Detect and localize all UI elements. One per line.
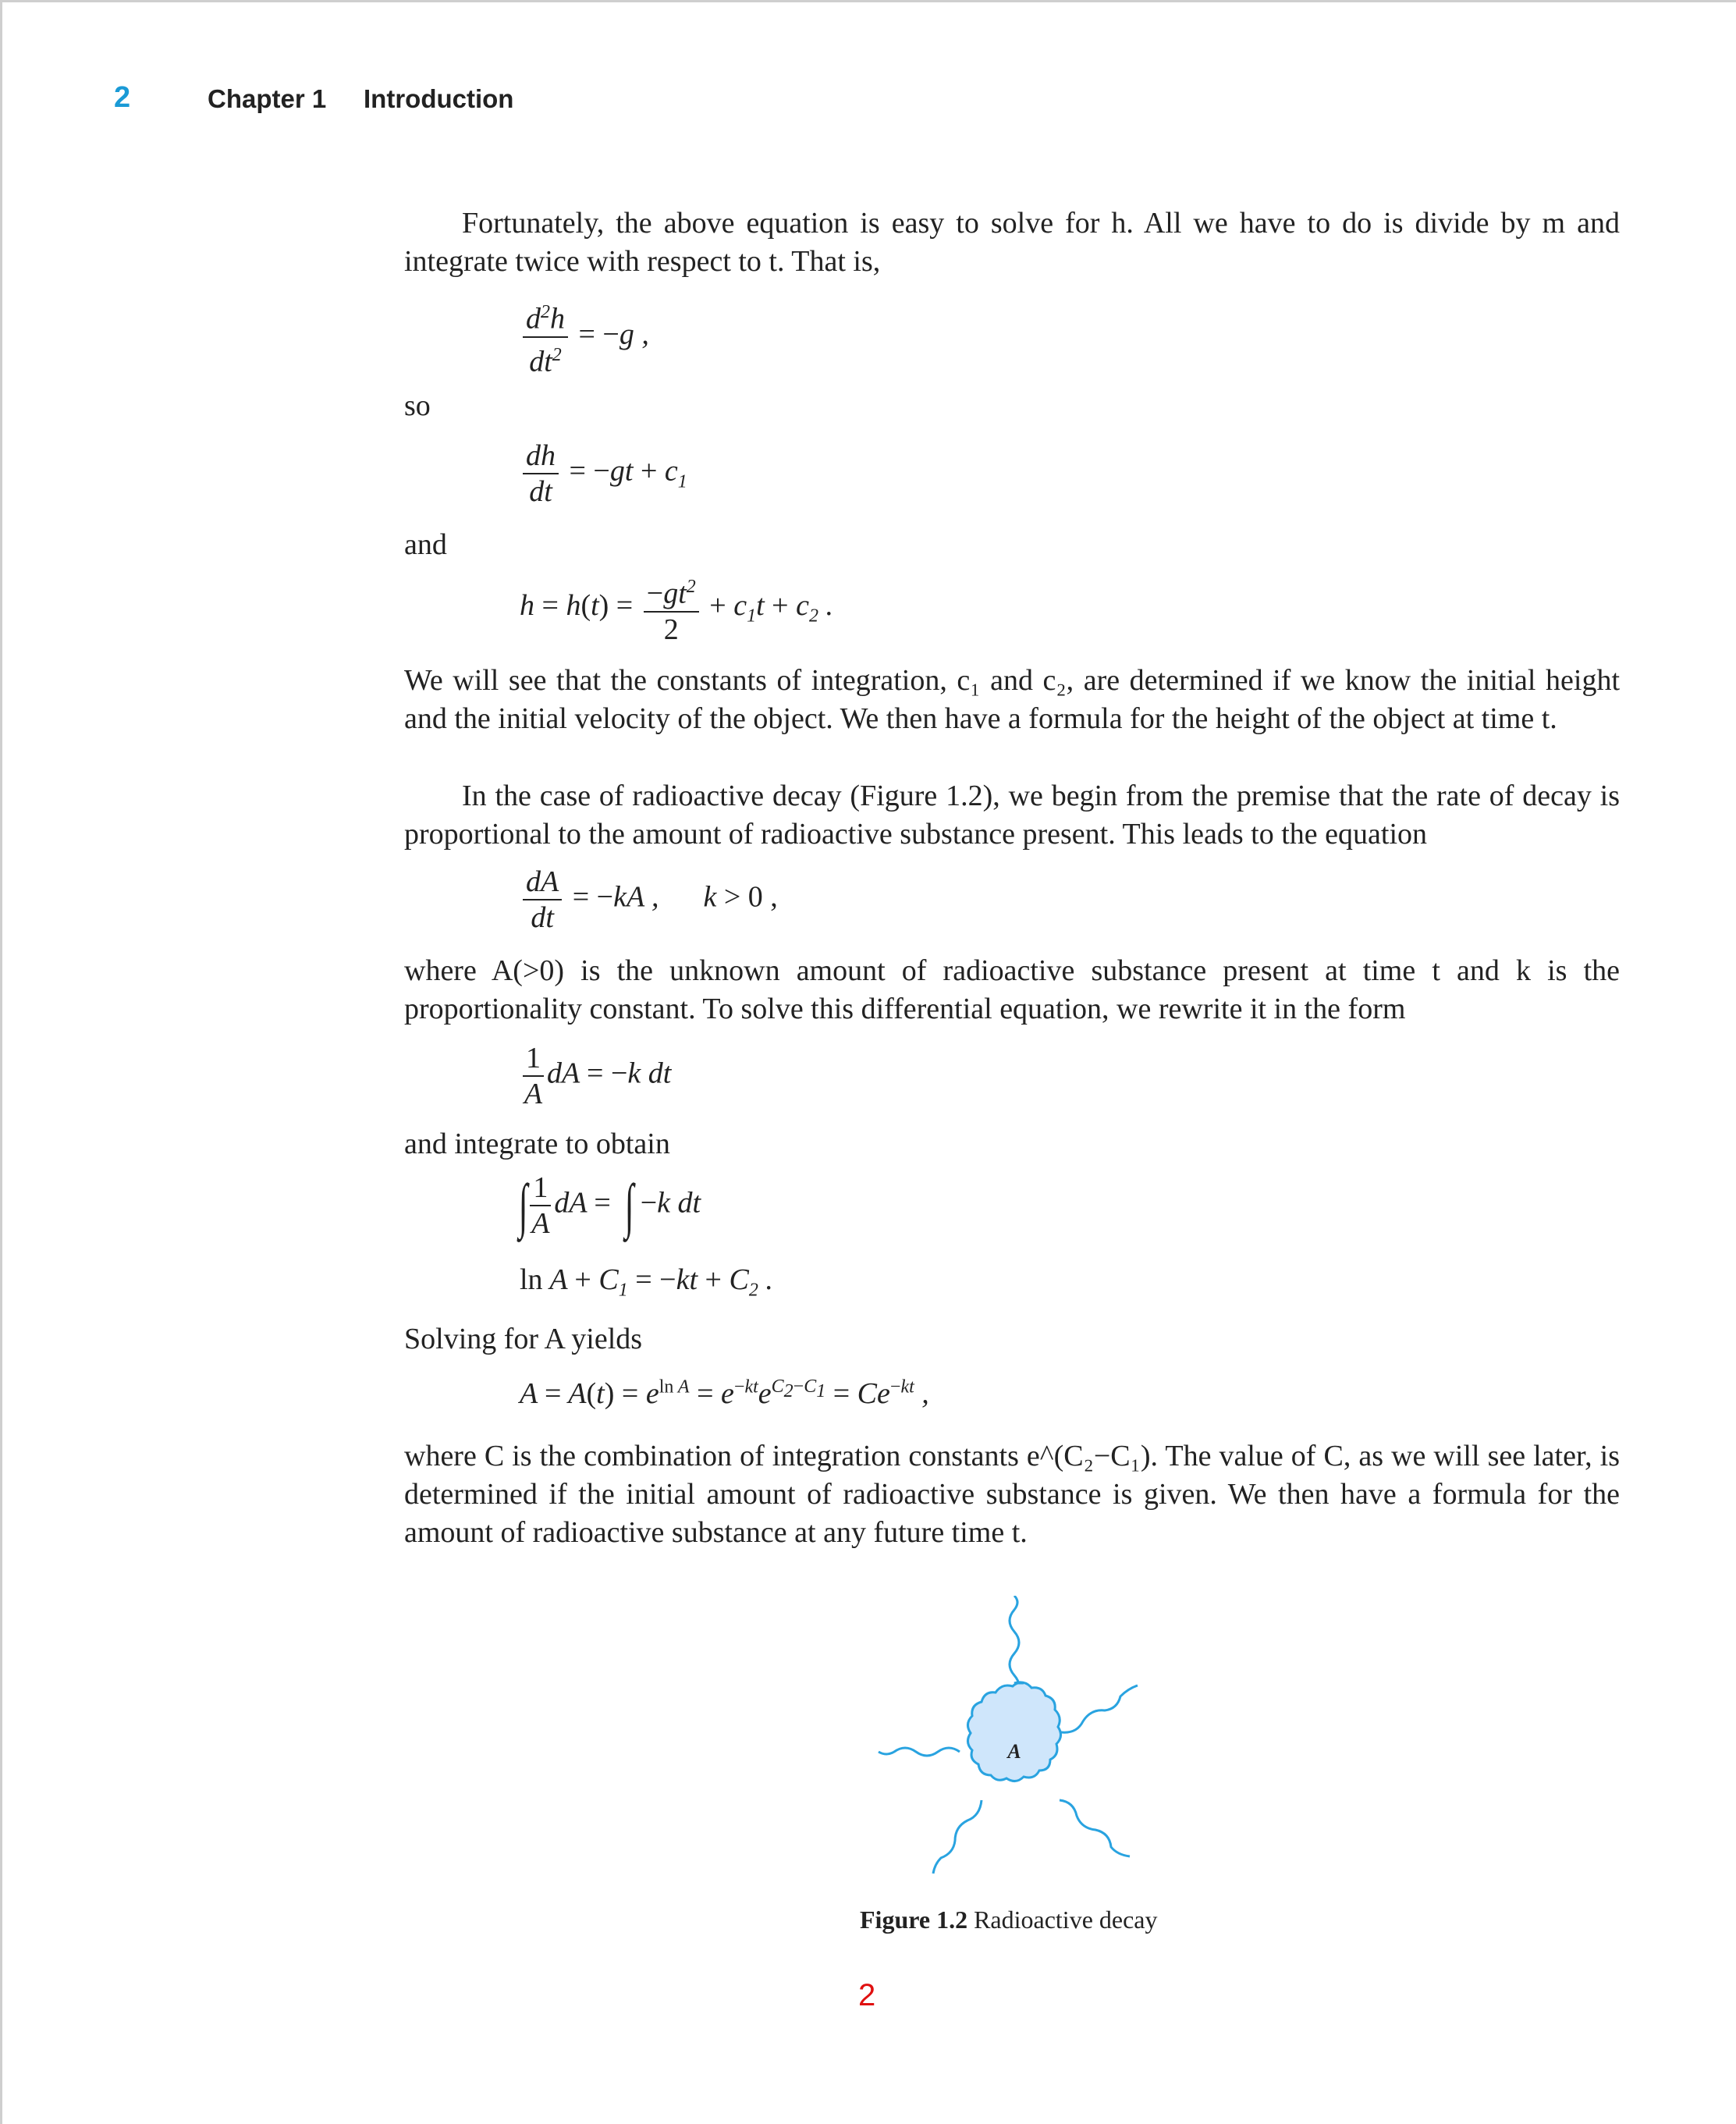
page-frame-left: [0, 0, 2, 2124]
ray-bottom-left: [933, 1800, 982, 1874]
header-page-number: 2: [114, 81, 131, 114]
radioactive-decay-figure: [866, 1596, 1163, 1884]
equation-8: $A = A(t) = e^{ln A} = e^{-kt}e^{C_2-C_1} = Ce^{-kt}$ ,: [520, 1376, 929, 1410]
paragraph-4: where A(>0) is the unknown amount of radioactive substance present at time t and k is the proportionality constant. To solve this differential equation, we rewrite it in the form: [404, 954, 1620, 1025]
caption-bold: Figure 1.2: [860, 1906, 968, 1934]
ray-left: [879, 1748, 960, 1756]
header-title: Introduction: [364, 84, 514, 113]
paragraph-1: Fortunately, the above equation is easy to solve for h. All we have to do is divide by m and integrate twice with respect to t. That is,: [404, 207, 1620, 278]
paragraph-3: In the case of radioactive decay (Figure 1.2), we begin from the premise that the rate of decay is proportional to the amount of radioactive substance present. This leads to the equation: [404, 780, 1620, 851]
paragraph-2: We will see that the constants of integration, c₁ and c₂, are determined if we know the initial height and the initial velocity of the object. We then have a formula for the height of the object at time t.: [404, 664, 1620, 735]
page-frame-top: [0, 0, 1736, 2]
text-so: so: [404, 389, 431, 422]
equation-2: $\frac{dh}{dt}$ = $-gt + c_1$: [520, 439, 687, 509]
text-and: and: [404, 528, 447, 561]
nucleus-label: A: [1007, 1740, 1021, 1763]
header-chapter: Chapter 1: [208, 84, 327, 113]
equation-1: $\frac{d^2h}{dt^2}$ = −g ,: [520, 295, 649, 378]
paragraph-7: where C is the combination of integration constants e^(C₂−C₁). The value of C, as we will see later, is determined if the initial amount of radioactive substance is given. We then have a formula for the amount of radioactive substance at any future time t.: [404, 1440, 1620, 1549]
folio-page-number: 2: [858, 1978, 876, 2012]
ray-bottom-right: [1060, 1800, 1130, 1856]
paragraph-6: Solving for A yields: [404, 1323, 643, 1355]
figure-caption: [860, 1906, 1158, 1934]
equation-4: $\frac{dA}{dt}$ = −kA , k > 0 ,: [520, 865, 778, 935]
equation-3: h = h(t) = $\frac{-gt^2}{2}$ + $c_1t + c_2$ .: [520, 570, 833, 647]
caption-text: Radioactive decay: [974, 1906, 1158, 1934]
equation-6: ∫ $\frac{1}{A}$ dA = ∫ −k dt: [518, 1171, 701, 1240]
nucleus-blob: [967, 1682, 1060, 1781]
ray-top-right: [1061, 1685, 1138, 1732]
paragraph-5: and integrate to obtain: [404, 1128, 670, 1160]
equation-7: $\ln A + C_1 = -kt + C_2$ .: [520, 1263, 773, 1301]
equation-5: $\frac{1}{A}$ dA = −k dt: [524, 1042, 672, 1110]
